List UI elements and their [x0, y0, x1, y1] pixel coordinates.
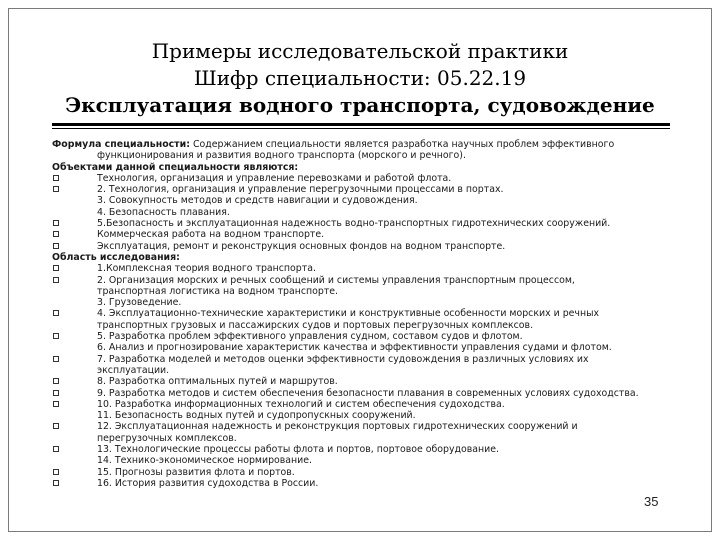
title-line-1: Примеры исследовательской практики	[151, 39, 569, 63]
square-bullet-icon	[53, 446, 59, 452]
square-bullet-icon	[53, 356, 59, 362]
list-item-text: 2. Технология, организация и управление перегрузочными процессами в портах.	[97, 184, 504, 196]
list-item	[52, 433, 672, 444]
square-bullet-icon	[53, 265, 59, 271]
page-number: 35	[644, 494, 659, 509]
square-bullet-icon	[53, 423, 59, 429]
square-bullet-icon	[53, 277, 59, 283]
list-item-text: 16. История развития судоходства в России.	[97, 477, 319, 489]
square-bullet-icon	[53, 333, 59, 339]
list-item-text: 6. Анализ и прогнозирование характеристик качества и эффективности управления судами и флотом.	[97, 342, 612, 354]
square-bullet-icon	[53, 186, 59, 192]
square-bullet-icon	[53, 310, 59, 316]
list-item-text: 5. Разработка проблем эффективного управления судном, составом судов и флотом.	[97, 331, 523, 343]
list-item	[52, 388, 672, 399]
list-item-text: 8. Разработка оптимальных путей и маршрутов.	[97, 376, 338, 388]
list-item	[52, 354, 672, 365]
square-bullet-icon	[53, 378, 59, 384]
list-item	[52, 376, 672, 387]
list-item	[52, 263, 672, 274]
formula-label: Формула специальности:	[52, 139, 190, 150]
objects-heading: Объектами данной специальности являются:	[52, 161, 299, 173]
title-line-2: Шифр специальности: 05.22.19	[193, 66, 527, 90]
square-bullet-icon	[53, 469, 59, 475]
list-item-text: 13. Технологические процессы работы флота и портов, портовое оборудование.	[97, 444, 499, 456]
square-bullet-icon	[53, 220, 59, 226]
list-item-text: 7. Разработка моделей и методов оценки эффективности судовождения в различных условиях их	[97, 353, 589, 365]
slide-content	[52, 139, 672, 489]
list-item-text: 11. Безопасность водных путей и судопропускных сооружений.	[97, 410, 416, 422]
list-item	[52, 173, 672, 184]
slide-frame-bottom	[8, 531, 712, 532]
list-item-text: 15. Прогнозы развития флота и портов.	[97, 466, 295, 478]
list-item	[52, 455, 672, 466]
list-item-text: Коммерческая работа на водном транспорте.	[97, 229, 325, 241]
list-item-text: транспортных грузовых и пассажирских судов и портовых перегрузочных комплексов.	[97, 319, 534, 331]
list-item	[52, 195, 672, 206]
title-line-3: Эксплуатация водного транспорта, судовождение	[65, 93, 655, 117]
research-list	[52, 263, 672, 489]
slide-frame-left	[8, 8, 9, 532]
square-bullet-icon	[53, 401, 59, 407]
list-item-text: 10. Разработка информационных технологий и систем обеспечения судоходства.	[97, 398, 505, 410]
list-item	[52, 467, 672, 478]
slide-title	[20, 38, 700, 119]
formula-text: Содержанием специальности является разработка научных проблем эффективного	[192, 139, 615, 150]
list-item	[52, 342, 672, 353]
list-item-text: Технология, организация и управление перевозками и работой флота.	[97, 172, 452, 184]
list-item	[52, 241, 672, 252]
list-item-text: 1.Комплексная теория водного транспорта.	[97, 263, 316, 275]
list-item	[52, 421, 672, 432]
list-item-text: 3. Грузоведение.	[97, 297, 182, 309]
list-item-text: 14. Технико-экономическое нормирование.	[97, 455, 313, 467]
list-item	[52, 286, 672, 297]
list-item	[52, 308, 672, 319]
list-item	[52, 478, 672, 489]
list-item	[52, 229, 672, 240]
list-item	[52, 297, 672, 308]
list-item	[52, 331, 672, 342]
list-item	[52, 320, 672, 331]
list-item	[52, 410, 672, 421]
list-item	[52, 275, 672, 286]
list-item	[52, 365, 672, 376]
title-underline-thin	[52, 128, 670, 129]
list-item-text: 12. Эксплуатационная надежность и реконструкция портовых гидротехнических сооружений и	[97, 421, 578, 433]
formula-row	[52, 139, 672, 150]
list-item	[52, 444, 672, 455]
formula-text-continuation: функционирования и развития водного транспорта (морского и речного).	[97, 150, 466, 162]
list-item-text: эксплуатации.	[97, 364, 170, 376]
research-heading: Область исследования:	[52, 251, 180, 263]
square-bullet-icon	[53, 243, 59, 249]
list-item	[52, 207, 672, 218]
list-item-text: 5.Безопасность и эксплуатационная надежность водно-транспортных гидротехнических сооружений.	[97, 218, 611, 230]
slide-frame-right	[711, 8, 712, 532]
title-underline-thick	[52, 123, 670, 126]
list-item-text: 2. Организация морских и речных сообщений и системы управления транспортным процессом,	[97, 274, 575, 286]
square-bullet-icon	[53, 390, 59, 396]
square-bullet-icon	[53, 231, 59, 237]
list-item-text: транспортная логистика на водном транспорте.	[97, 285, 339, 297]
square-bullet-icon	[53, 480, 59, 486]
square-bullet-icon	[53, 175, 59, 181]
list-item	[52, 184, 672, 195]
list-item	[52, 399, 672, 410]
list-item	[52, 218, 672, 229]
list-item-text: 4. Безопасность плавания.	[97, 206, 230, 218]
list-item-text: перегрузочных комплексов.	[97, 432, 237, 444]
list-item-text: Эксплуатация, ремонт и реконструкция основных фондов на водном транспорте.	[97, 240, 506, 252]
list-item-text: 9. Разработка методов и систем обеспечения безопасности плавания в современных условиях судоходства.	[97, 387, 639, 399]
slide-frame-top	[8, 8, 712, 9]
list-item-text: 4. Эксплуатационно-технические характеристики и конструктивные особенности морских и речных	[97, 308, 600, 320]
list-item-text: 3. Совокупность методов и средств навигации и судовождения.	[97, 195, 418, 207]
objects-list	[52, 173, 672, 252]
